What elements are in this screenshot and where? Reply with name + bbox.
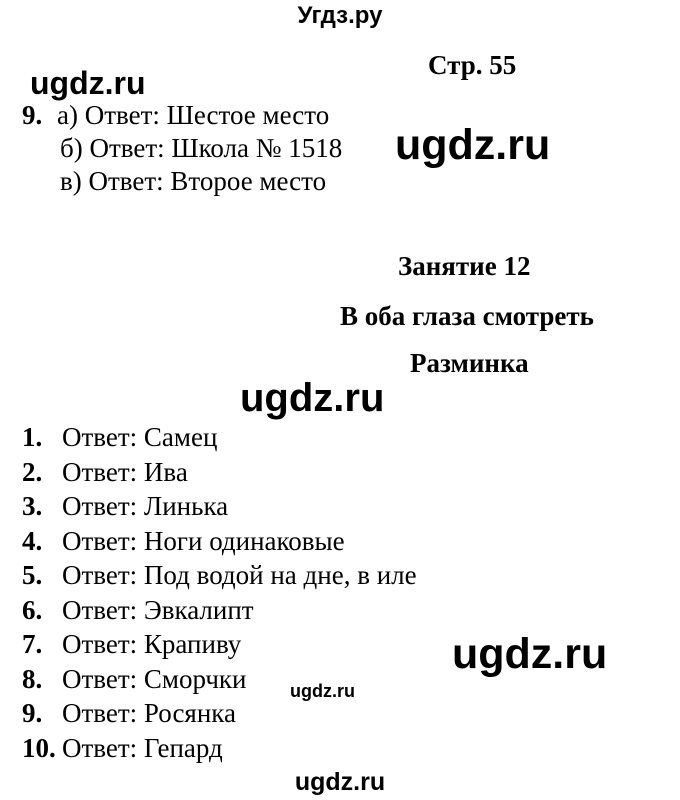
item-answer: Ответ: Сморчки	[62, 663, 247, 694]
item-number: 7.	[22, 629, 43, 659]
list-item	[22, 562, 417, 589]
item-answer: Ответ: Ива	[62, 456, 188, 487]
item-number: 10.	[22, 732, 56, 763]
site-title: Угдз.ру	[297, 2, 383, 29]
watermark: ugdz.ru	[294, 768, 386, 796]
page-number: Стр. 55	[428, 50, 517, 80]
section-title: Разминка	[410, 348, 529, 378]
item-number: 8.	[22, 663, 43, 694]
list-item	[22, 732, 223, 763]
item-number: 6.	[22, 594, 43, 625]
item-answer: Ответ: Гепард	[62, 732, 223, 763]
list-item	[22, 424, 217, 451]
item-answer: Ответ: Росянка	[62, 698, 236, 728]
item-answer: Ответ: Крапиву	[62, 629, 242, 659]
list-item	[22, 493, 228, 520]
task9-answer-c: в) Ответ: Второе место	[60, 166, 327, 196]
watermark: ugdz.ru	[30, 65, 146, 101]
item-answer: Ответ: Линька	[62, 491, 229, 521]
item-answer: Ответ: Ноги одинаковые	[62, 525, 345, 556]
lesson-subtitle: В оба глаза смотреть	[340, 301, 594, 331]
list-item	[22, 663, 247, 694]
item-answer: Ответ: Эвкалипт	[62, 594, 254, 625]
watermark: ugdz.ru	[240, 376, 385, 420]
watermark: ugdz.ru	[290, 681, 355, 701]
task-number: 9.	[22, 100, 43, 130]
item-number: 5.	[22, 560, 43, 590]
list-item	[22, 456, 188, 487]
item-number: 2.	[22, 456, 43, 487]
list-item	[22, 525, 345, 556]
list-item	[22, 594, 254, 625]
item-answer: Ответ: Самец	[62, 422, 218, 452]
lesson-title: Занятие 12	[398, 251, 531, 281]
item-number: 9.	[22, 698, 43, 728]
watermark: ugdz.ru	[395, 121, 551, 169]
watermark: ugdz.ru	[452, 630, 608, 678]
item-number: 1.	[22, 422, 43, 452]
item-answer: Ответ: Под водой на дне, в иле	[62, 560, 417, 590]
list-item	[22, 631, 241, 658]
task9-answer-a: а) Ответ: Шестое место	[57, 100, 330, 130]
item-number: 3.	[22, 491, 43, 521]
task9-answer-b: б) Ответ: Школа № 1518	[60, 133, 343, 163]
list-item	[22, 700, 236, 727]
item-number: 4.	[22, 525, 43, 556]
